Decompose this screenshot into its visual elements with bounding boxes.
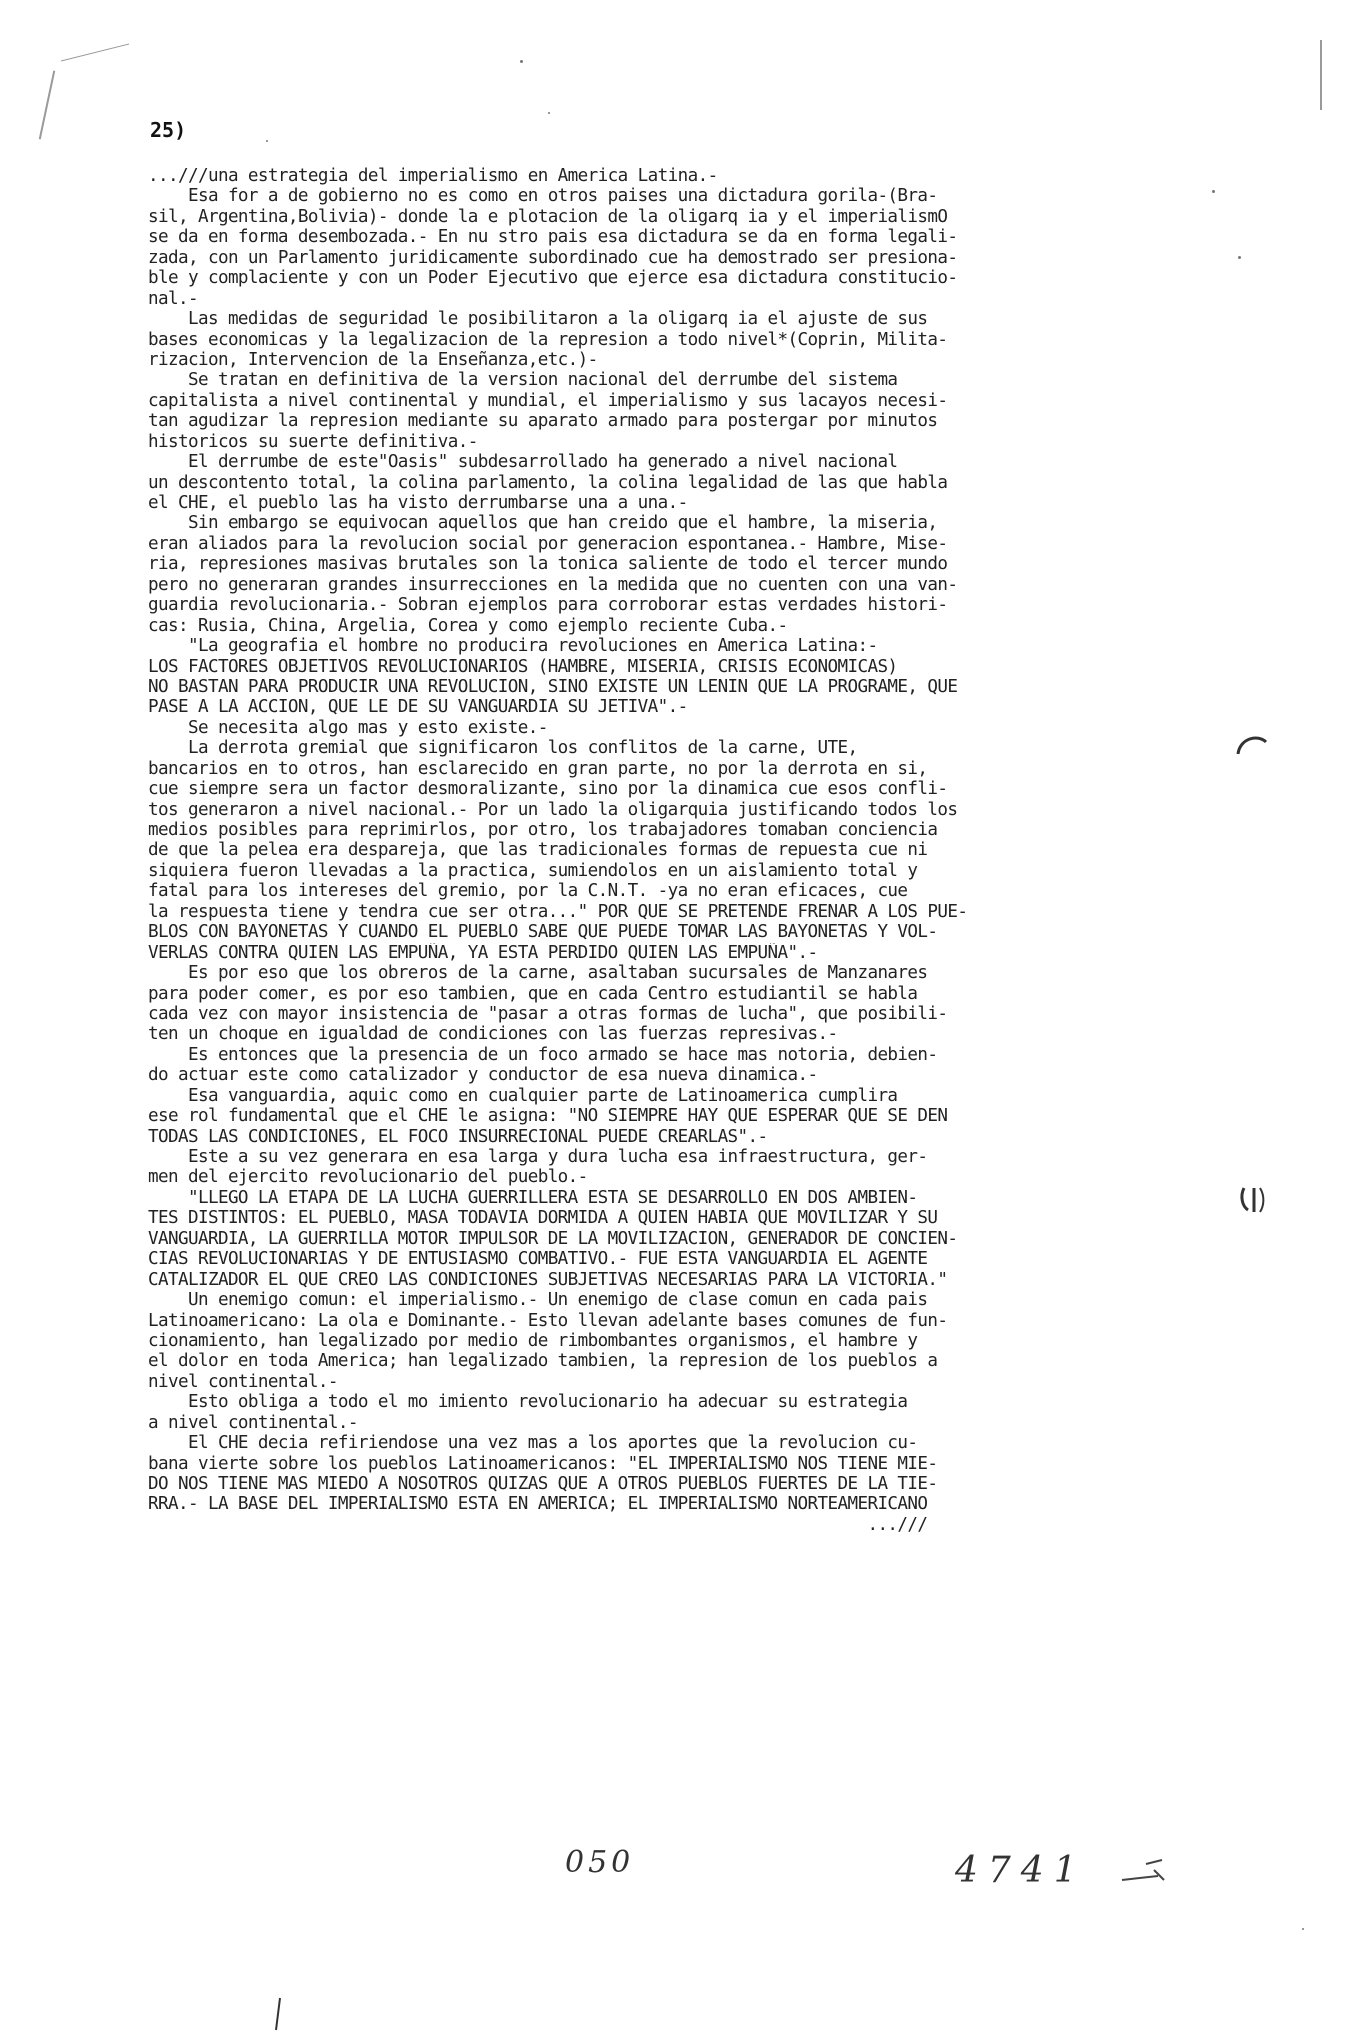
text-line: se da en forma desembozada.- En nu stro pais esa dictadura se da en forma legali-	[148, 227, 958, 248]
text-line: TODAS LAS CONDICIONES, EL FOCO INSURRECIONAL PUEDE CREARLAS".-	[148, 1126, 768, 1147]
text-line: VERLAS CONTRA QUIEN LAS EMPUÑA, YA ESTA PERDIDO QUIEN LAS EMPUÑA".-	[148, 942, 818, 963]
text-line: tos generaron a nivel nacional.- Por un lado la oligarquia justificando todos los	[148, 799, 958, 820]
text-line: ble y complaciente y con un Poder Ejecutivo que ejerce esa dictadura constitucio-	[148, 268, 958, 289]
text-line: capitalista a nivel continental y mundial, el imperialismo y sus lacayos necesi-	[148, 390, 948, 411]
text-line: ...///	[148, 1514, 928, 1535]
text-line: a nivel continental.-	[148, 1412, 358, 1433]
text-line: rizacion, Intervencion de la Enseñanza,etc.)-	[148, 349, 598, 370]
text-line: guardia revolucionaria.- Sobran ejemplos para corroborar estas verdades histori-	[148, 595, 948, 616]
text-line: eran aliados para la revolucion social por generacion espontanea.- Hambre, Mise-	[148, 533, 948, 554]
text-line: Es entonces que la presencia de un foco armado se hace mas notoria, debien-	[148, 1044, 938, 1065]
text-line: un descontento total, la colina parlamento, la colina legalidad de las que habla	[148, 472, 948, 493]
text-line: ese rol fundamental que el CHE le asigna: "NO SIEMPRE HAY QUE ESPERAR QUE SE DEN	[148, 1106, 948, 1127]
left-margin-mark	[39, 71, 56, 140]
text-line: PASE A LA ACCION, QUE LE DE SU VANGUARDIA SU JETIVA".-	[148, 697, 688, 718]
text-line: medios posibles para reprimirlos, por otro, los trabajadores tomaban conciencia	[148, 820, 938, 840]
speck	[1302, 1928, 1304, 1930]
text-line: Este a su vez generara en esa larga y dura lucha esa infraestructura, ger-	[148, 1147, 928, 1167]
typewritten-body	[148, 166, 1108, 1535]
text-line: VANGUARDIA, LA GUERRILLA MOTOR IMPULSOR DE LA MOVILIZACION, GENERADOR DE CONCIEN-	[148, 1228, 958, 1249]
text-line: el dolor en toda America; han legalizado tambien, la represion de los pueblos a	[148, 1351, 938, 1372]
corner-mark	[1118, 1850, 1168, 1890]
speck	[548, 112, 550, 114]
text-line: Un enemigo comun: el imperialismo.- Un enemigo de clase comun en cada pais	[148, 1290, 928, 1311]
text-line: do actuar este como catalizador y conductor de esa nueva dinamica.-	[148, 1065, 818, 1086]
text-line: El derrumbe de este"Oasis" subdesarrollado ha generado a nivel nacional	[148, 452, 898, 473]
text-line: ...///una estrategia del imperialismo en America Latina.-	[148, 166, 718, 186]
text-line: para poder comer, es por eso tambien, que en cada Centro estudiantil se habla	[148, 983, 918, 1004]
text-line: Esto obliga a todo el mo imiento revolucionario ha adecuar su estrategia	[148, 1392, 908, 1413]
text-line: la respuesta tiene y tendra cue ser otra..." POR QUE SE PRETENDE FRENAR A LOS PUE-	[148, 901, 968, 922]
text-line: Sin embargo se equivocan aquellos que han creido que el hambre, la miseria,	[148, 513, 938, 534]
text-line: bancarios en to otros, han esclarecido en gran parte, no por la derrota en si,	[148, 758, 928, 779]
text-line: cue siempre sera un factor desmoralizante, sino por la dinamica cue esos confli-	[148, 779, 948, 800]
text-line: Se tratan en definitiva de la version nacional del derrumbe del sistema	[148, 370, 898, 391]
speck	[1212, 190, 1215, 193]
text-line: bana vierte sobre los pueblos Latinoamericanos: "EL IMPERIALISMO NOS TIENE MIE-	[148, 1453, 938, 1474]
text-line: Esa for a de gobierno no es como en otros paises una dictadura gorila-(Bra-	[148, 186, 938, 207]
speck	[1238, 256, 1241, 259]
text-line: sil, Argentina,Bolivia)- donde la e plotacion de la oligarq ia y el imperialismO	[148, 206, 948, 227]
text-line: LOS FACTORES OBJETIVOS REVOLUCIONARIOS (HAMBRE, MISERIA, CRISIS ECONOMICAS)	[148, 656, 898, 677]
text-line: BLOS CON BAYONETAS Y CUANDO EL PUEBLO SABE QUE PUEDE TOMAR LAS BAYONETAS Y VOL-	[148, 922, 938, 943]
text-line: El CHE decia refiriendose una vez mas a los aportes que la revolucion cu-	[148, 1433, 918, 1454]
text-line: CATALIZADOR EL QUE CREO LAS CONDICIONES SUBJETIVAS NECESARIAS PARA LA VICTORIA."	[148, 1269, 948, 1290]
text-line: men del ejercito revolucionario del pueblo.-	[148, 1167, 588, 1188]
text-line: Es por eso que los obreros de la carne, asaltaban sucursales de Manzanares	[148, 963, 928, 984]
text-line: el CHE, el pueblo las ha visto derrumbarse una a una.-	[148, 493, 688, 513]
handwritten-folio-number: 050	[565, 1845, 635, 1880]
text-line: "LLEGO LA ETAPA DE LA LUCHA GUERRILLERA ESTA SE DESARROLLO EN DOS AMBIEN-	[148, 1187, 918, 1208]
text-line: RRA.- LA BASE DEL IMPERIALISMO ESTA EN AMERICA; EL IMPERIALISMO NORTEAMERICANO	[148, 1494, 928, 1515]
text-line: fatal para los intereses del gremio, por la C.N.T. -ya no eran eficaces, cue	[148, 881, 908, 902]
text-line: zada, con un Parlamento juridicamente subordinado cue ha demostrado ser presiona-	[148, 247, 958, 268]
text-line: La derrota gremial que significaron los conflitos de la carne, UTE,	[148, 738, 858, 759]
text-line: CIAS REVOLUCIONARIAS Y DE ENTUSIASMO COMBATIVO.- FUE ESTA VANGUARDIA EL AGENTE	[148, 1249, 928, 1270]
text-line: cas: Rusia, China, Argelia, Corea y como ejemplo reciente Cuba.-	[148, 615, 788, 636]
text-line: Esa vanguardia, aquic como en cualquier parte de Latinoamerica cumplira	[148, 1085, 898, 1106]
text-line: bases economicas y la legalizacion de la represion a todo nivel*(Coprin, Milita-	[148, 329, 948, 350]
text-line: DO NOS TIENE MAS MIEDO A NOSOTROS QUIZAS QUE A OTROS PUEBLOS FUERTES DE LA TIE-	[148, 1474, 938, 1494]
text-line: NO BASTAN PARA PRODUCIR UNA REVOLUCION, SINO EXISTE UN LENIN QUE LA PROGRAME, QUE	[148, 676, 958, 697]
text-line: de que la pelea era despareja, que las tradicionales formas de repuesta cue ni	[148, 840, 928, 861]
text-line: nal.-	[148, 288, 198, 309]
text-line: tan agudizar la represion mediante su aparato armado para postergar por minutos	[148, 411, 938, 432]
text-line: Se necesita algo mas y esto existe.-	[148, 717, 548, 738]
text-line: Las medidas de seguridad le posibilitaron a la oligarq ia el ajuste de sus	[148, 309, 928, 330]
text-line: pero no generaran grandes insurrecciones en la medida que no cuenten con una van-	[148, 574, 958, 595]
text-line: ria, represiones masivas brutales son la tonica saliente de todo el tercer mundo	[148, 554, 948, 575]
text-line: Latinoamericano: La ola e Dominante.- Esto llevan adelante bases comunes de fun-	[148, 1310, 948, 1331]
text-line: ten un choque en igualdad de condiciones con las fuerzas represivas.-	[148, 1024, 838, 1045]
text-line: historicos su suerte definitiva.-	[148, 431, 478, 452]
handwritten-archive-number: 4741	[955, 1850, 1087, 1891]
top-margin-mark	[61, 44, 129, 62]
speck	[266, 140, 268, 142]
text-line: cada vez con mayor insistencia de "pasar a otras formas de lucha", que posibili-	[148, 1003, 948, 1024]
margin-scribble-mid	[1238, 1182, 1268, 1216]
page-number: 25)	[150, 118, 187, 142]
speck	[520, 60, 523, 63]
text-line: cionamiento, han legalizado por medio de rimbombantes organismos, el hambre y	[148, 1330, 918, 1351]
bottom-stroke	[272, 1994, 286, 2034]
text-line: TES DISTINTOS: EL PUEBLO, MASA TODAVIA DORMIDA A QUIEN HABIA QUE MOVILIZAR Y SU	[148, 1208, 938, 1229]
margin-scribble-top	[1232, 730, 1272, 760]
text-line: nivel continental.-	[148, 1371, 338, 1392]
text-line: "La geografia el hombre no producira revoluciones en America Latina:-	[148, 636, 878, 657]
right-margin-mark	[1320, 40, 1322, 110]
text-line: siquiera fueron llevadas a la practica, sumiendolos en un aislamiento total y	[148, 860, 918, 881]
